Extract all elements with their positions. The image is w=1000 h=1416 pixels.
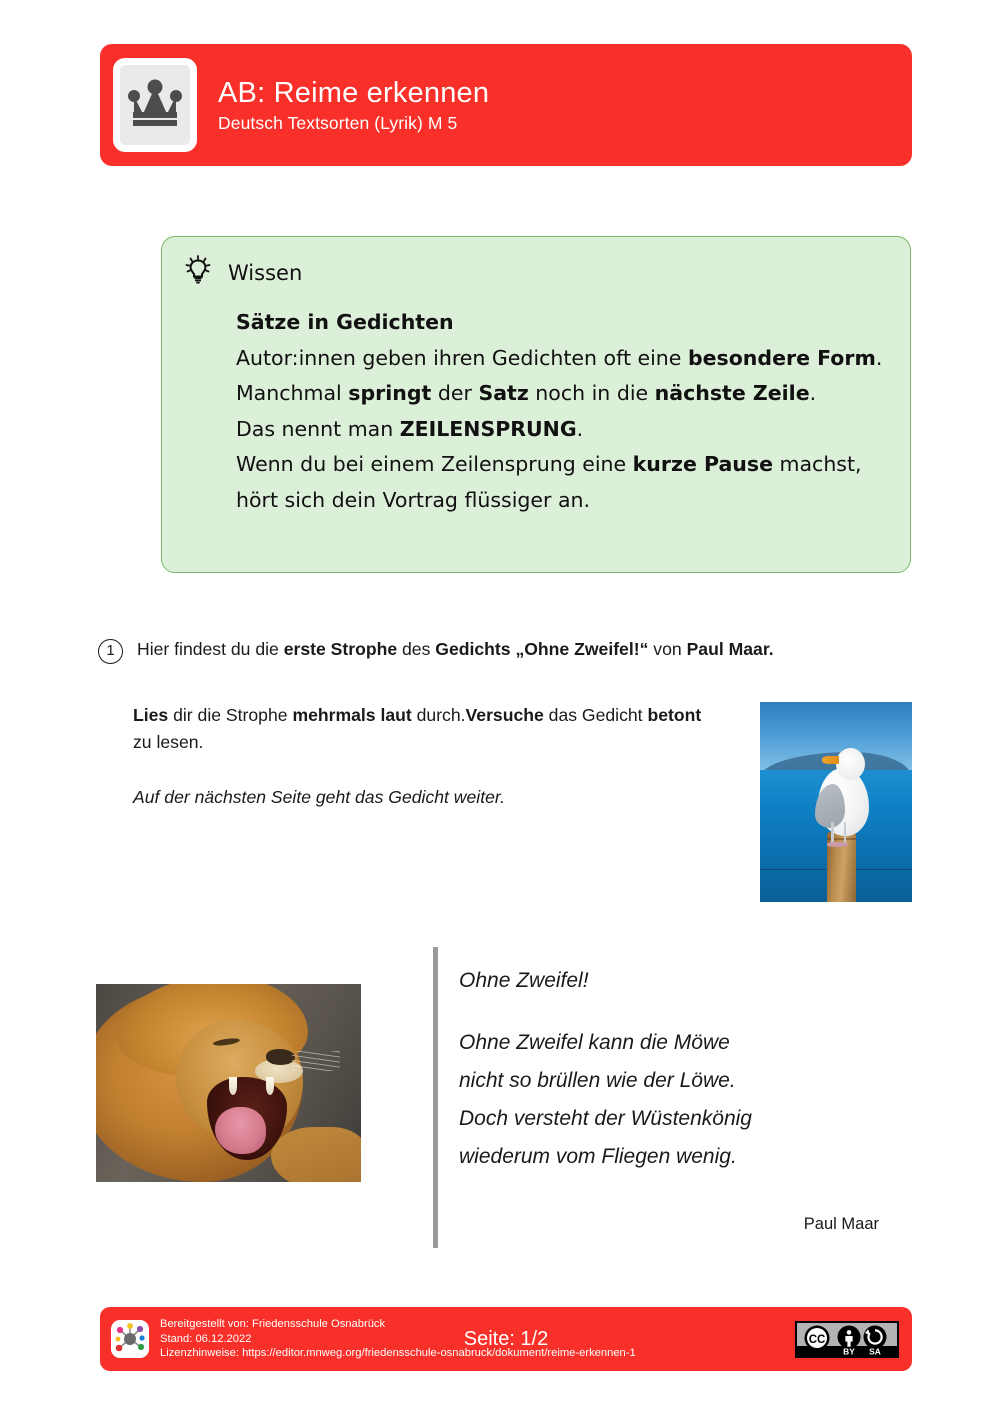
cc-by-sa-badge (795, 1321, 899, 1358)
knowledge-box-header (185, 255, 302, 290)
page-subtitle: Deutsch Textsorten (Lyrik) M 5 (218, 113, 458, 133)
text-line: hört sich dein Vortrag flüssiger an. (236, 487, 591, 512)
page-indicator: Seite: 1/2 (463, 1327, 549, 1350)
page-title: AB: Reime erkennen (218, 77, 490, 109)
text-line: Versuche das Gedicht betont zu lesen. (133, 705, 702, 752)
poem-line: wiederum vom Fliegen wenig. (459, 1145, 737, 1168)
lion-fang-left (229, 1077, 237, 1095)
poem-stanza-gap (459, 1000, 879, 1024)
seagull-beak (822, 756, 839, 764)
lion-tongue (215, 1107, 265, 1155)
text-line: Lies dir die Strophe mehrmals laut durch. (133, 705, 466, 725)
poem-line: nicht so brüllen wie der Löwe. (459, 1069, 736, 1092)
header-banner (100, 44, 912, 166)
poem-title: Ohne Zweifel! (459, 969, 589, 992)
poem-lines (459, 1024, 879, 1176)
seagull-on-post-photo (760, 702, 912, 902)
lion-nose (266, 1049, 295, 1065)
mnweg-logo-icon (111, 1320, 149, 1358)
task-hint: Auf der nächsten Seite geht das Gedicht weiter. (133, 787, 505, 807)
task-number-badge: 1 (98, 639, 123, 664)
knowledge-box (161, 236, 911, 573)
seagull-feet (827, 842, 848, 847)
text-line: Autor:innen geben ihren Gedichten oft eine besondere Form. (236, 345, 883, 370)
header-text-block (218, 75, 489, 135)
text-line: Das nennt man ZEILENSPRUNG. (236, 416, 584, 441)
header-icon-tile (113, 58, 197, 152)
svg-text:CC: CC (808, 1333, 826, 1346)
instruction-lines (133, 705, 701, 752)
lion-fang-right (266, 1077, 274, 1095)
task-prompt: Hier findest du die erste Strophe des Gedichts „Ohne Zweifel!“ von Paul Maar. (137, 639, 774, 659)
footer-banner (100, 1307, 912, 1371)
poem-line: Ohne Zweifel kann die Möwe (459, 1031, 730, 1054)
knowledge-box-label: Wissen (228, 260, 303, 285)
lion-whiskers (292, 1051, 340, 1071)
text-line: Manchmal springt der Satz noch in die nächste Zeile. (236, 381, 817, 405)
footer-provider: Bereitgestellt von: Friedensschule Osnabrück (160, 1318, 386, 1331)
poem-line: Doch versteht der Wüstenkönig (459, 1107, 752, 1130)
knowledge-box-lines (236, 341, 890, 519)
task-instructions (133, 702, 713, 811)
svg-text:BY: BY (843, 1346, 855, 1356)
poem-author: Paul Maar (803, 1215, 879, 1233)
footer-meta (160, 1317, 636, 1361)
lightbulb-icon (185, 255, 211, 290)
poem-text (459, 962, 879, 1176)
lion-shoulder (271, 1127, 361, 1182)
roaring-lion-photo (96, 984, 361, 1182)
knowledge-box-body (236, 305, 890, 518)
seagull-head (836, 748, 865, 780)
knowledge-box-heading: Sätze in Gedichten (236, 310, 454, 334)
svg-text:SA: SA (869, 1346, 881, 1356)
footer-license-link[interactable]: Lizenzhinweise: https://editor.mnweg.org/friedensschule-osnabruck/dokument/reime-erkennen-1 (160, 1347, 636, 1360)
poem-accent-bar (433, 947, 438, 1248)
footer-date: Stand: 06.12.2022 (160, 1332, 252, 1345)
task-1 (98, 637, 898, 664)
crown-icon (127, 78, 183, 133)
text-line: Wenn du bei einem Zeilensprung eine kurze Pause machst, (236, 452, 862, 476)
